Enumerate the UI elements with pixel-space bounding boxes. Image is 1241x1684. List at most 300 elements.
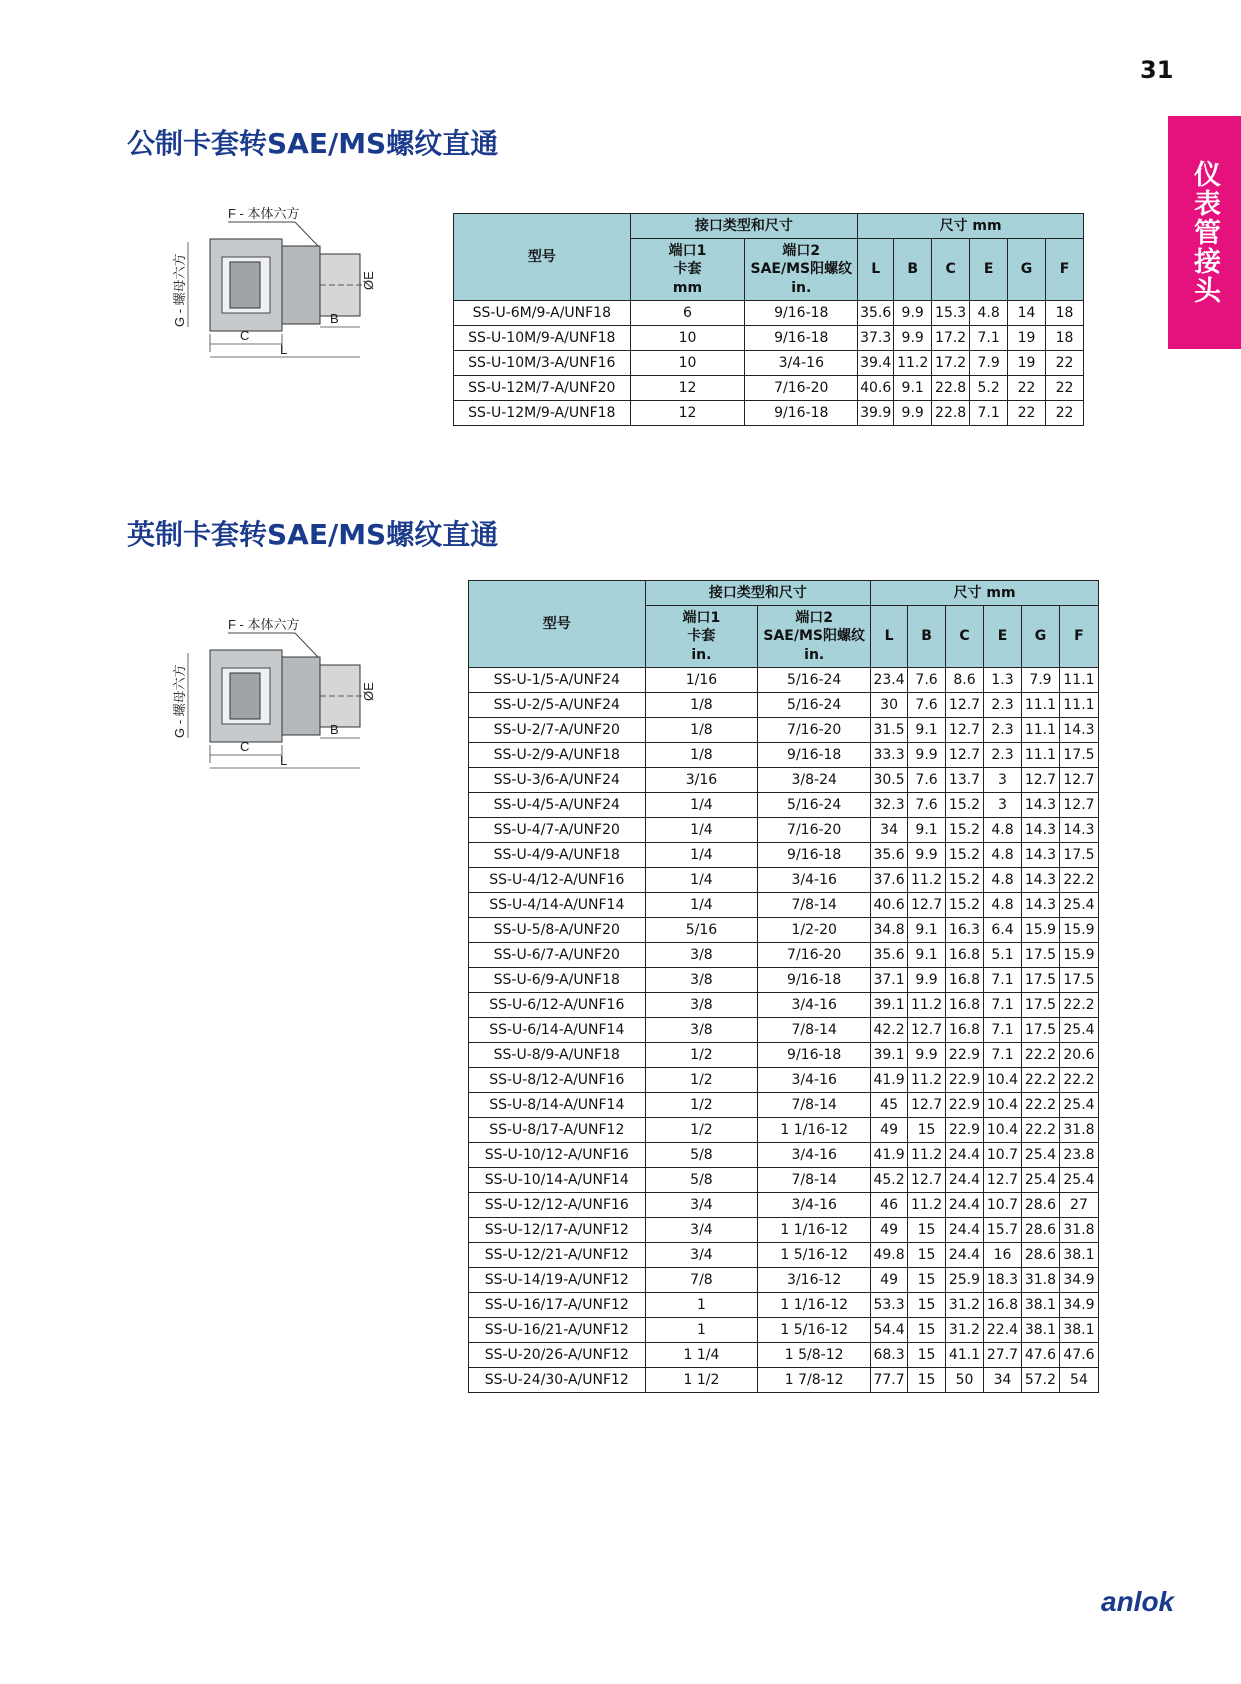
value-cell: 3/4-16: [758, 868, 871, 893]
value-cell: 47.6: [1059, 1343, 1098, 1368]
value-cell: 1 1/16-12: [758, 1293, 871, 1318]
value-cell: 17.2: [932, 351, 970, 376]
value-cell: 3/16: [645, 768, 758, 793]
value-cell: 5/16-24: [758, 793, 871, 818]
value-cell: 3: [984, 793, 1022, 818]
e-label: ØE: [361, 271, 376, 290]
value-cell: 45: [871, 1093, 908, 1118]
table-row: [469, 1118, 1099, 1143]
value-cell: 3/4: [645, 1193, 758, 1218]
value-cell: 11.2: [908, 868, 946, 893]
value-cell: 12.7: [984, 1168, 1022, 1193]
value-cell: 10: [630, 351, 745, 376]
l-label: L: [280, 753, 288, 768]
value-cell: 9/16-18: [758, 1043, 871, 1068]
header-port1-line: 端口1: [668, 243, 707, 260]
value-cell: 12.7: [908, 1168, 946, 1193]
header-dim: F: [1059, 606, 1098, 668]
value-cell: 38.1: [1021, 1318, 1059, 1343]
value-cell: 39.9: [858, 401, 894, 426]
value-cell: 1 5/8-12: [758, 1343, 871, 1368]
hex-label: F - 本体六方: [228, 206, 300, 221]
value-cell: 1 1/16-12: [758, 1118, 871, 1143]
header-dimensions: 尺寸 mm: [858, 214, 1084, 239]
value-cell: 11.2: [908, 1068, 946, 1093]
value-cell: 31.8: [1059, 1218, 1098, 1243]
model-cell: SS-U-2/5-A/UNF24: [469, 693, 646, 718]
value-cell: 50: [946, 1368, 984, 1393]
value-cell: 6: [630, 301, 745, 326]
value-cell: 25.4: [1059, 893, 1098, 918]
value-cell: 15: [908, 1243, 946, 1268]
header-port1-line: 端口1: [682, 610, 721, 627]
value-cell: 9.9: [908, 1043, 946, 1068]
model-cell: SS-U-10M/9-A/UNF18: [454, 326, 631, 351]
header-dimensions: 尺寸 mm: [871, 581, 1099, 606]
c-label: C: [240, 739, 250, 754]
value-cell: 1/8: [645, 693, 758, 718]
value-cell: 15: [908, 1318, 946, 1343]
value-cell: 3/4-16: [758, 1193, 871, 1218]
header-port2-line: in.: [804, 646, 825, 663]
value-cell: 49: [871, 1268, 908, 1293]
value-cell: 10: [630, 326, 745, 351]
value-cell: 38.1: [1021, 1293, 1059, 1318]
table-row: [469, 918, 1099, 943]
side-tab-label: 仪表管接头: [1189, 160, 1220, 305]
fitting-diagram-metric: [170, 202, 380, 367]
value-cell: 4.8: [984, 893, 1022, 918]
model-cell: SS-U-8/17-A/UNF12: [469, 1118, 646, 1143]
value-cell: 34.9: [1059, 1293, 1098, 1318]
table-row: [469, 1343, 1099, 1368]
value-cell: 41.1: [946, 1343, 984, 1368]
value-cell: 1: [645, 1293, 758, 1318]
value-cell: 7.1: [970, 326, 1008, 351]
ferrule: [230, 262, 260, 308]
header-dim: B: [908, 606, 946, 668]
value-cell: 7/8-14: [758, 1168, 871, 1193]
value-cell: 22.4: [984, 1318, 1022, 1343]
value-cell: 40.6: [871, 893, 908, 918]
value-cell: 47.6: [1021, 1343, 1059, 1368]
value-cell: 15: [908, 1218, 946, 1243]
value-cell: 1 1/2: [645, 1368, 758, 1393]
value-cell: 28.6: [1021, 1243, 1059, 1268]
table-row: [469, 993, 1099, 1018]
model-cell: SS-U-12M/7-A/UNF20: [454, 376, 631, 401]
value-cell: 45.2: [871, 1168, 908, 1193]
value-cell: 25.4: [1021, 1143, 1059, 1168]
table-row: [454, 351, 1084, 376]
c-label: C: [240, 328, 250, 343]
value-cell: 77.7: [871, 1368, 908, 1393]
model-cell: SS-U-6/7-A/UNF20: [469, 943, 646, 968]
value-cell: 1/2: [645, 1043, 758, 1068]
value-cell: 18: [1046, 301, 1084, 326]
value-cell: 12.7: [1059, 793, 1098, 818]
value-cell: 3/8: [645, 1018, 758, 1043]
value-cell: 49: [871, 1118, 908, 1143]
header-port1-line: 卡套: [687, 628, 716, 645]
value-cell: 23.8: [1059, 1143, 1098, 1168]
value-cell: 1 7/8-12: [758, 1368, 871, 1393]
value-cell: 22.2: [1059, 1068, 1098, 1093]
value-cell: 15.3: [932, 301, 970, 326]
value-cell: 15.9: [1059, 943, 1098, 968]
table-row: [454, 376, 1084, 401]
value-cell: 22.2: [1021, 1118, 1059, 1143]
value-cell: 14.3: [1021, 843, 1059, 868]
value-cell: 3/4: [645, 1243, 758, 1268]
value-cell: 1/2: [645, 1068, 758, 1093]
model-cell: SS-U-8/9-A/UNF18: [469, 1043, 646, 1068]
value-cell: 9/16-18: [758, 743, 871, 768]
model-cell: SS-U-2/9-A/UNF18: [469, 743, 646, 768]
table-row: [469, 1368, 1099, 1393]
value-cell: 22.2: [1059, 993, 1098, 1018]
value-cell: 7/8-14: [758, 1018, 871, 1043]
table-row: [469, 1143, 1099, 1168]
value-cell: 22.9: [946, 1093, 984, 1118]
value-cell: 9/16-18: [745, 301, 858, 326]
value-cell: 7.6: [908, 693, 946, 718]
header-dim: C: [932, 239, 970, 301]
value-cell: 34: [871, 818, 908, 843]
value-cell: 14.3: [1021, 818, 1059, 843]
value-cell: 11.2: [908, 1193, 946, 1218]
value-cell: 1/2: [645, 1118, 758, 1143]
value-cell: 53.3: [871, 1293, 908, 1318]
value-cell: 14.3: [1021, 893, 1059, 918]
value-cell: 22.2: [1021, 1043, 1059, 1068]
value-cell: 9.9: [908, 843, 946, 868]
value-cell: 1/8: [645, 743, 758, 768]
table-row: [469, 1043, 1099, 1068]
value-cell: 4.8: [984, 868, 1022, 893]
value-cell: 7.1: [970, 401, 1008, 426]
header-port2-line: in.: [791, 279, 812, 296]
value-cell: 9.1: [908, 818, 946, 843]
value-cell: 11.1: [1059, 693, 1098, 718]
table-row: [469, 1068, 1099, 1093]
value-cell: 3/8: [645, 968, 758, 993]
table-row: [469, 1318, 1099, 1343]
hex-body: [282, 657, 320, 735]
value-cell: 5/16: [645, 918, 758, 943]
model-cell: SS-U-24/30-A/UNF12: [469, 1368, 646, 1393]
table-row: [469, 718, 1099, 743]
value-cell: 19: [1008, 351, 1046, 376]
model-cell: SS-U-16/21-A/UNF12: [469, 1318, 646, 1343]
value-cell: 37.3: [858, 326, 894, 351]
value-cell: 9.1: [894, 376, 932, 401]
value-cell: 49.8: [871, 1243, 908, 1268]
value-cell: 7.1: [984, 968, 1022, 993]
value-cell: 1/4: [645, 818, 758, 843]
value-cell: 22.8: [932, 401, 970, 426]
model-cell: SS-U-8/14-A/UNF14: [469, 1093, 646, 1118]
b-label: B: [330, 722, 339, 737]
header-connection: 接口类型和尺寸: [630, 214, 858, 239]
value-cell: 14.3: [1059, 818, 1098, 843]
value-cell: 1/2-20: [758, 918, 871, 943]
value-cell: 9/16-18: [758, 843, 871, 868]
model-cell: SS-U-10/12-A/UNF16: [469, 1143, 646, 1168]
header-dim: E: [984, 606, 1022, 668]
value-cell: 54.4: [871, 1318, 908, 1343]
model-cell: SS-U-12/17-A/UNF12: [469, 1218, 646, 1243]
value-cell: 35.6: [871, 843, 908, 868]
value-cell: 12.7: [946, 693, 984, 718]
value-cell: 15.7: [984, 1218, 1022, 1243]
nut-label: G - 螺母六方: [172, 253, 187, 327]
value-cell: 18: [1046, 326, 1084, 351]
value-cell: 14: [1008, 301, 1046, 326]
value-cell: 10.7: [984, 1193, 1022, 1218]
value-cell: 16.8: [946, 943, 984, 968]
value-cell: 16.3: [946, 918, 984, 943]
value-cell: 3/4-16: [758, 1143, 871, 1168]
value-cell: 25.4: [1021, 1168, 1059, 1193]
value-cell: 31.8: [1059, 1118, 1098, 1143]
value-cell: 7/16-20: [758, 818, 871, 843]
model-cell: SS-U-12/12-A/UNF16: [469, 1193, 646, 1218]
header-port2-line: SAE/MS阳螺纹: [750, 261, 853, 278]
value-cell: 12.7: [908, 1018, 946, 1043]
value-cell: 14.3: [1059, 718, 1098, 743]
value-cell: 17.5: [1021, 968, 1059, 993]
value-cell: 16.8: [946, 993, 984, 1018]
value-cell: 16.8: [984, 1293, 1022, 1318]
value-cell: 10.4: [984, 1118, 1022, 1143]
value-cell: 15.2: [946, 893, 984, 918]
value-cell: 10.4: [984, 1093, 1022, 1118]
value-cell: 3/4-16: [745, 351, 858, 376]
value-cell: 22: [1046, 376, 1084, 401]
value-cell: 31.5: [871, 718, 908, 743]
side-tab: [1168, 116, 1241, 349]
value-cell: 39.4: [858, 351, 894, 376]
header-port1: [630, 239, 745, 301]
header-port2-line: 端口2: [782, 243, 821, 260]
value-cell: 30: [871, 693, 908, 718]
value-cell: 9/16-18: [745, 326, 858, 351]
value-cell: 9.9: [908, 968, 946, 993]
value-cell: 11.2: [908, 1143, 946, 1168]
value-cell: 16.8: [946, 968, 984, 993]
value-cell: 6.4: [984, 918, 1022, 943]
value-cell: 24.4: [946, 1243, 984, 1268]
value-cell: 2.3: [984, 693, 1022, 718]
fitting-diagram-imperial: [170, 613, 380, 778]
header-model: 型号: [469, 581, 646, 668]
value-cell: 2.3: [984, 718, 1022, 743]
value-cell: 22.2: [1059, 868, 1098, 893]
model-cell: SS-U-4/7-A/UNF20: [469, 818, 646, 843]
value-cell: 7/8-14: [758, 893, 871, 918]
model-cell: SS-U-4/5-A/UNF24: [469, 793, 646, 818]
model-cell: SS-U-12M/9-A/UNF18: [454, 401, 631, 426]
header-dim: G: [1021, 606, 1059, 668]
spec-table-imperial: [468, 580, 1099, 1393]
value-cell: 11.1: [1021, 693, 1059, 718]
value-cell: 14.3: [1021, 793, 1059, 818]
value-cell: 15: [908, 1268, 946, 1293]
value-cell: 12.7: [946, 718, 984, 743]
value-cell: 11.1: [1021, 718, 1059, 743]
value-cell: 15.2: [946, 843, 984, 868]
value-cell: 37.6: [871, 868, 908, 893]
value-cell: 7/8: [645, 1268, 758, 1293]
header-dim: L: [858, 239, 894, 301]
table-row: [469, 893, 1099, 918]
value-cell: 24.4: [946, 1168, 984, 1193]
table-row: [469, 693, 1099, 718]
value-cell: 17.5: [1059, 968, 1098, 993]
value-cell: 1/16: [645, 668, 758, 693]
value-cell: 12.7: [908, 893, 946, 918]
model-cell: SS-U-4/9-A/UNF18: [469, 843, 646, 868]
model-cell: SS-U-6/12-A/UNF16: [469, 993, 646, 1018]
value-cell: 2.3: [984, 743, 1022, 768]
value-cell: 18.3: [984, 1268, 1022, 1293]
value-cell: 1/2: [645, 1093, 758, 1118]
value-cell: 22.2: [1021, 1068, 1059, 1093]
table-row: [469, 843, 1099, 868]
value-cell: 16: [984, 1243, 1022, 1268]
value-cell: 7/16-20: [745, 376, 858, 401]
value-cell: 7/16-20: [758, 943, 871, 968]
model-cell: SS-U-5/8-A/UNF20: [469, 918, 646, 943]
model-cell: SS-U-16/17-A/UNF12: [469, 1293, 646, 1318]
value-cell: 3/8-24: [758, 768, 871, 793]
value-cell: 22.8: [932, 376, 970, 401]
header-port1: [645, 606, 758, 668]
table-row: [469, 1018, 1099, 1043]
value-cell: 22: [1046, 401, 1084, 426]
spec-table-metric: [453, 213, 1084, 426]
value-cell: 34.8: [871, 918, 908, 943]
header-connection: 接口类型和尺寸: [645, 581, 871, 606]
header-port2: [758, 606, 871, 668]
value-cell: 5/8: [645, 1143, 758, 1168]
section-title-metric: 公制卡套转SAE/MS螺纹直通: [127, 127, 499, 160]
hex-label: F - 本体六方: [228, 617, 300, 632]
value-cell: 27: [1059, 1193, 1098, 1218]
value-cell: 28.6: [1021, 1218, 1059, 1243]
value-cell: 31.2: [946, 1318, 984, 1343]
value-cell: 1/4: [645, 893, 758, 918]
value-cell: 4.8: [984, 843, 1022, 868]
value-cell: 25.4: [1059, 1093, 1098, 1118]
value-cell: 7.6: [908, 793, 946, 818]
value-cell: 9.9: [894, 301, 932, 326]
e-label: ØE: [361, 682, 376, 701]
model-cell: SS-U-6/14-A/UNF14: [469, 1018, 646, 1043]
value-cell: 4.8: [984, 818, 1022, 843]
value-cell: 1/4: [645, 843, 758, 868]
value-cell: 25.4: [1059, 1018, 1098, 1043]
value-cell: 17.5: [1021, 943, 1059, 968]
value-cell: 11.2: [908, 993, 946, 1018]
value-cell: 19: [1008, 326, 1046, 351]
table-row: [469, 1218, 1099, 1243]
value-cell: 35.6: [858, 301, 894, 326]
table-row: [469, 1168, 1099, 1193]
value-cell: 12.7: [1059, 768, 1098, 793]
value-cell: 38.1: [1059, 1243, 1098, 1268]
value-cell: 1/8: [645, 718, 758, 743]
table-row: [454, 301, 1084, 326]
value-cell: 7.1: [984, 1018, 1022, 1043]
table-row: [469, 1093, 1099, 1118]
value-cell: 15.2: [946, 818, 984, 843]
value-cell: 11.1: [1021, 743, 1059, 768]
b-label: B: [330, 311, 339, 326]
table-row: [469, 818, 1099, 843]
header-port1-line: 卡套: [673, 261, 702, 278]
value-cell: 9.1: [908, 918, 946, 943]
value-cell: 15.9: [1021, 918, 1059, 943]
table-row: [469, 968, 1099, 993]
model-cell: SS-U-4/12-A/UNF16: [469, 868, 646, 893]
value-cell: 24.4: [946, 1143, 984, 1168]
table-row: [454, 401, 1084, 426]
value-cell: 12.7: [908, 1093, 946, 1118]
value-cell: 1: [645, 1318, 758, 1343]
value-cell: 7.1: [984, 1043, 1022, 1068]
header-dim: C: [946, 606, 984, 668]
value-cell: 5/8: [645, 1168, 758, 1193]
model-cell: SS-U-6/9-A/UNF18: [469, 968, 646, 993]
value-cell: 33.3: [871, 743, 908, 768]
value-cell: 11.1: [1059, 668, 1098, 693]
header-dim: E: [970, 239, 1008, 301]
value-cell: 12: [630, 376, 745, 401]
hex-body: [282, 246, 320, 324]
value-cell: 15: [908, 1118, 946, 1143]
value-cell: 9.9: [894, 326, 932, 351]
model-cell: SS-U-3/6-A/UNF24: [469, 768, 646, 793]
model-cell: SS-U-1/5-A/UNF24: [469, 668, 646, 693]
value-cell: 24.4: [946, 1218, 984, 1243]
header-dim: B: [894, 239, 932, 301]
nut-label: G - 螺母六方: [172, 664, 187, 738]
header-dim: L: [871, 606, 908, 668]
value-cell: 10.7: [984, 1143, 1022, 1168]
header-model: 型号: [454, 214, 631, 301]
value-cell: 5/16-24: [758, 668, 871, 693]
value-cell: 27.7: [984, 1343, 1022, 1368]
value-cell: 57.2: [1021, 1368, 1059, 1393]
value-cell: 42.2: [871, 1018, 908, 1043]
value-cell: 15: [908, 1368, 946, 1393]
value-cell: 1 5/16-12: [758, 1318, 871, 1343]
value-cell: 9/16-18: [758, 968, 871, 993]
value-cell: 7.9: [970, 351, 1008, 376]
value-cell: 12.7: [1021, 768, 1059, 793]
value-cell: 15.2: [946, 793, 984, 818]
value-cell: 17.5: [1021, 1018, 1059, 1043]
table-row: [469, 793, 1099, 818]
value-cell: 4.8: [970, 301, 1008, 326]
value-cell: 15.2: [946, 868, 984, 893]
model-cell: SS-U-4/14-A/UNF14: [469, 893, 646, 918]
brand-logo: anlok: [1101, 1586, 1175, 1617]
table-row: [454, 326, 1084, 351]
header-port1-line: in.: [691, 646, 712, 663]
